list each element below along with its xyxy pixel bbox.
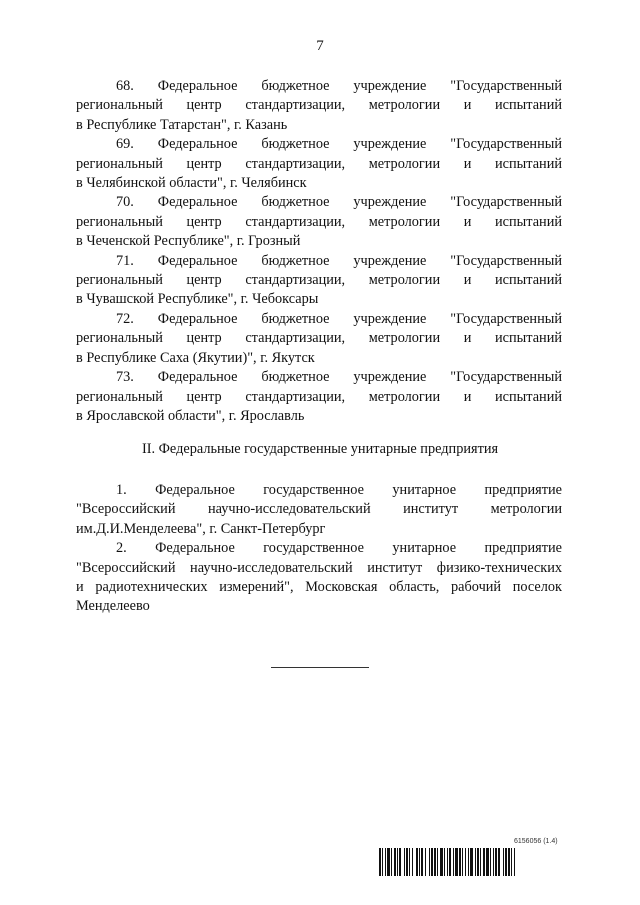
document-code: 6156056 (1.4) xyxy=(514,838,558,845)
item-line: 73. Федеральное бюджетное учреждение "Государственный xyxy=(116,369,562,386)
item-line: 68. Федеральное бюджетное учреждение "Государственный xyxy=(116,78,562,94)
list-item xyxy=(76,481,562,539)
item-line: Менделеево xyxy=(76,598,150,615)
item-line: в Чеченской Республике", г. Грозный xyxy=(76,233,301,250)
section-heading: II. Федеральные государственные унитарные предприятия xyxy=(141,441,499,457)
item-line: "Всероссийский научно-исследовательский институт физико-технических xyxy=(76,559,562,576)
list-item xyxy=(76,539,562,617)
item-line: региональный центр стандартизации, метрологии и испытаний xyxy=(76,213,562,230)
item-line: им.Д.И.Менделеева", г. Санкт-Петербург xyxy=(76,520,326,537)
item-line: в Республике Саха (Якутии)", г. Якутск xyxy=(76,349,315,366)
item-line: региональный центр стандартизации, метрологии и испытаний xyxy=(76,330,562,347)
item-line: 1. Федеральное государственное унитарное предприятие xyxy=(116,482,562,498)
item-line: 70. Федеральное бюджетное учреждение "Государственный xyxy=(116,194,562,211)
item-line: региональный центр стандартизации, метрологии и испытаний xyxy=(76,388,562,405)
item-line: 72. Федеральное бюджетное учреждение "Государственный xyxy=(116,310,562,327)
item-line: в Чувашской Республике", г. Чебоксары xyxy=(76,291,319,308)
item-line: "Всероссийский научно-исследовательский институт метрологии xyxy=(76,501,562,518)
page-number: 7 xyxy=(316,38,324,54)
item-line: 69. Федеральное бюджетное учреждение "Государственный xyxy=(116,136,562,153)
item-line: региональный центр стандартизации, метрологии и испытаний xyxy=(76,272,562,289)
list-item xyxy=(76,135,562,193)
item-line: 71. Федеральное бюджетное учреждение "Государственный xyxy=(116,252,562,269)
institution-list xyxy=(76,77,562,426)
item-line: в Челябинской области", г. Челябинск xyxy=(76,175,307,192)
barcode xyxy=(379,848,591,876)
item-line: и радиотехнических измерений", Московская область, рабочий поселок xyxy=(76,579,562,596)
enterprise-list xyxy=(76,481,562,617)
list-item xyxy=(76,310,562,368)
item-line: в Ярославской области", г. Ярославль xyxy=(76,407,305,424)
item-line: в Республике Татарстан", г. Казань xyxy=(76,116,288,133)
list-item xyxy=(76,77,562,135)
divider-line xyxy=(271,667,369,668)
list-item xyxy=(76,193,562,251)
item-line: 2. Федеральное государственное унитарное предприятие xyxy=(116,540,562,557)
item-line: региональный центр стандартизации, метрологии и испытаний xyxy=(76,97,562,114)
item-line: региональный центр стандартизации, метрологии и испытаний xyxy=(76,155,562,172)
list-item xyxy=(76,368,562,426)
list-item xyxy=(76,252,562,310)
